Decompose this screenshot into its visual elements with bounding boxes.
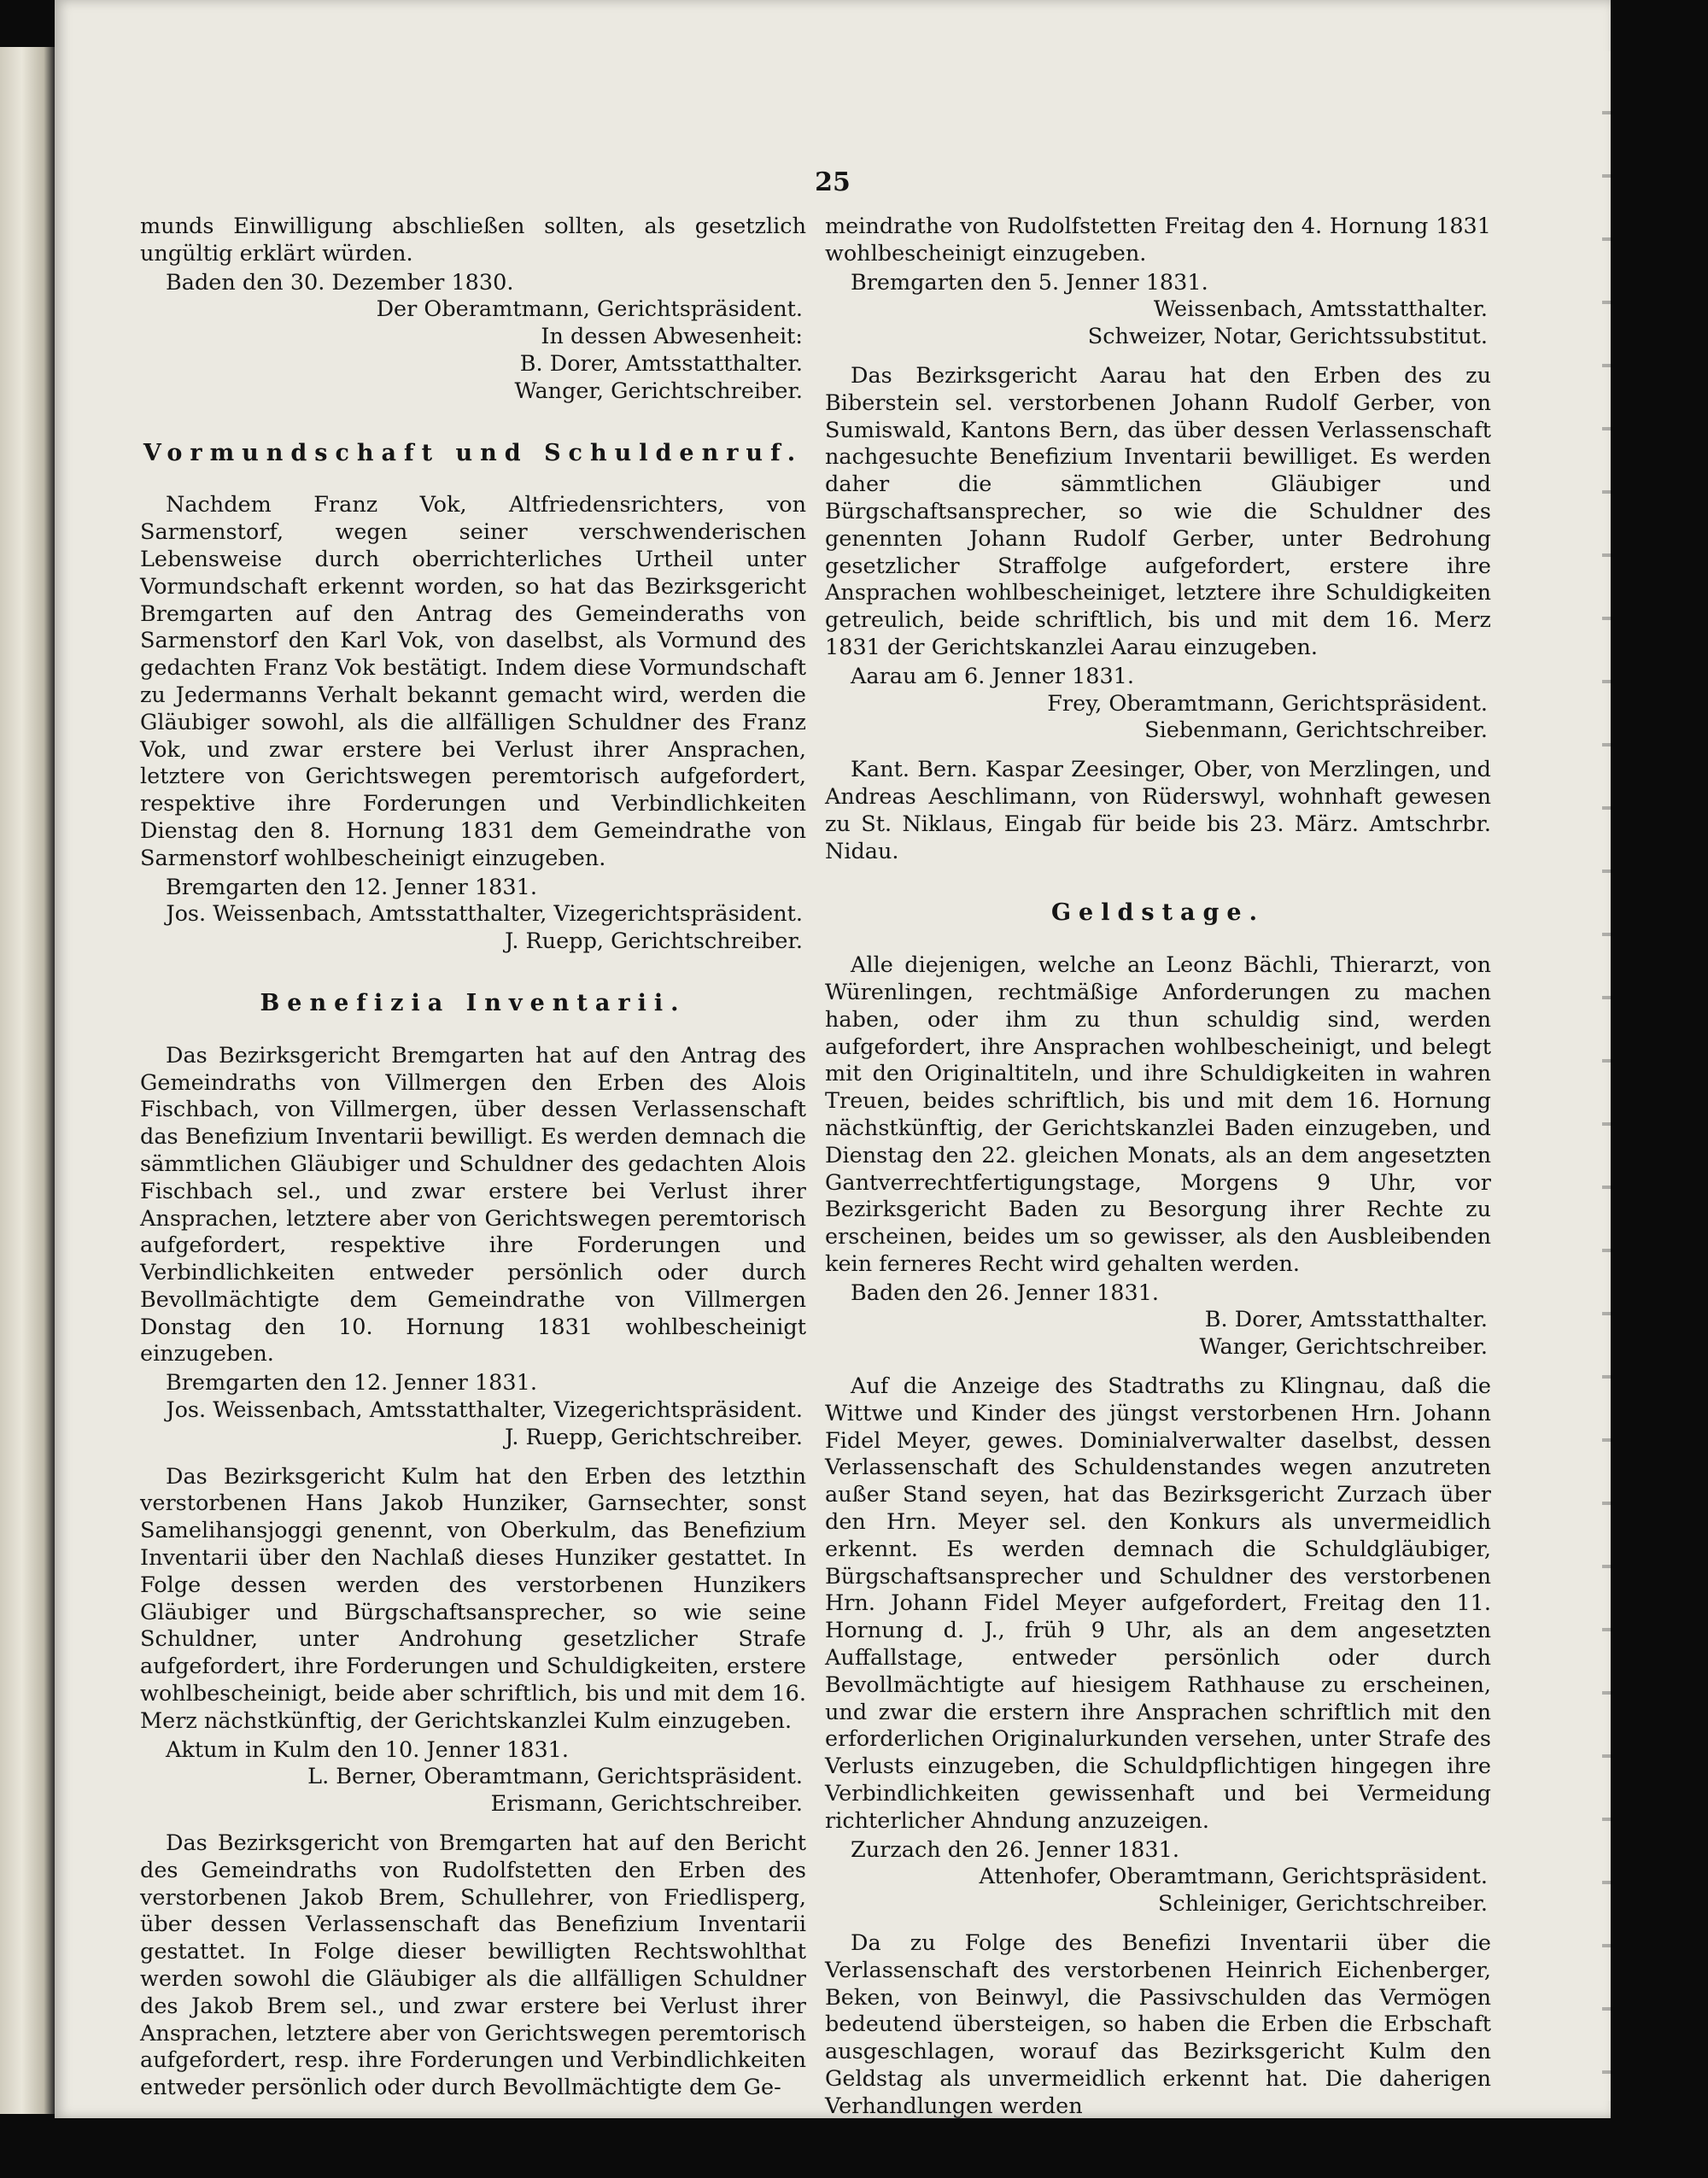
page-number: 25 [815,167,851,197]
notice-brem-signature-1: Weissenbach, Amtsstatthalter. [1153,296,1488,323]
newspaper-page [55,0,1611,2118]
intro-signature-2: In dessen Abwesenheit: [541,324,803,350]
section-title-benefizia: Benefizia Inventarii. [260,989,687,1016]
notice-vok-signature-2: J. Ruepp, Gerichtschreiber. [505,928,803,955]
notice-brem-signature-2: Schweizer, Notar, Gerichtssubstitut. [1087,324,1488,350]
notice-meyer-signature-2: Schleiniger, Gerichtschreiber. [1157,1891,1488,1917]
notice-hunziker-date: Aktum in Kulm den 10. Jenner 1831. [166,1736,570,1763]
notice-brem: Das Bezirksgericht von Bremgarten hat auf den Bericht des Gemeindraths von Rudolfstetten den Erben des verstorbenen Jakob Brem, Schullehrer, von Friedlisperg, über dessen Verlassenschaft das Benefizium Inventarii gestattet. In Folge dieser bewilligten Rechtswohlthat werden sowohl die Gläubiger als die allfälligen Schuldner des Jakob Brem sel., und zwar erstere bei Verlust ihrer Ansprachen, letztere aber von Gerichtswegen peremtorisch aufgefordert, resp. ihre Forderungen und Verbindlichkeiten entweder persönlich oder durch Bevollmächtigte dem Ge- [140,1830,806,2101]
notice-meyer: Auf die Anzeige des Stadtraths zu Klingnau, daß die Wittwe und Kinder des jüngst verstorbenen Hrn. Johann Fidel Meyer, gewes. Dominialverwalter daselbst, dessen Verlassenschaft des Schuldenstandes wegen anzutreten außer Stand seyen, hat das Bezirksgericht Zurzach über den Hrn. Meyer sel. den Konkurs als unvermeidlich erkennt. Es werden demnach die Schuldgläubiger, Bürgschaftsansprecher und Schuldner des verstorbenen Hrn. Johann Fidel Meyer aufgefordert, Freitag den 11. Hornung d. J., früh 9 Uhr, als an dem angesetzten Auffallstage, entweder persönlich oder durch Bevollmächtigte auf hiesigem Rathhause zu erscheinen, und zwar die erstern ihre Ansprachen schriftlich mit den erforderlichen Originalurkunden versehen, unter Strafe des Verlusts einzugeben, die Schuldpflichtigen hingegen ihre Verbindlichkeiten gewissenhaft und bei Vermeidung richterlicher Ahndung anzuzeigen. [825,1373,1491,1834]
notice-gerber-signature-2: Siebenmann, Gerichtschreiber. [1144,717,1488,744]
notice-gerber-signature-1: Frey, Oberamtmann, Gerichtspräsident. [1047,690,1488,717]
notice-gerber: Das Bezirksgericht Aarau hat den Erben des zu Biberstein sel. verstorbenen Johann Rudolf Gerber, von Sumiswald, Kantons Bern, das über dessen Verlassenschaft nachgesuchte Benefizium Inventarii bewilliget. Es werden daher die sämmtlichen Gläubiger und Bürgschaftsansprecher, so wie die Schuldner des genennten Johann Rudolf Gerber, unter Bedrohung gesetzlicher Straffolge aufgefordert, erstere ihre Ansprachen wohlbescheiniget, letztere ihre Schuldigkeiten getreulich, beide schriftlich, bis und mit dem 16. Merz 1831 der Gerichtskanzlei Aarau einzugeben. [825,362,1491,660]
notice-meyer-signature-1: Attenhofer, Oberamtmann, Gerichtspräsident. [979,1864,1488,1890]
notice-hunziker-signature-1: L. Berner, Oberamtmann, Gerichtspräsident. [307,1764,803,1790]
notice-gerber-date: Aarau am 6. Jenner 1831. [851,663,1135,689]
notice-baechli-date: Baden den 26. Jenner 1831. [851,1279,1160,1306]
notice-baechli-signature-1: B. Dorer, Amtsstatthalter. [1204,1307,1488,1333]
notice-fischbach-date: Bremgarten den 12. Jenner 1831. [166,1370,537,1396]
notice-eichenberger: Da zu Folge des Benefizi Inventarii über die Verlassenschaft des verstorbenen Heinrich Eichenberger, Beken, von Beinwyl, die Passivschulden das Vermögen bedeutend übersteigen, so haben die Erben die Erbschaft ausgeschlagen, worauf das Bezirksgericht Kulm den Geldstag als unvermeidlich erkennt hat. Die daherigen Verhandlungen werden [825,1930,1491,2119]
notice-fischbach-signature-2: J. Ruepp, Gerichtschreiber. [505,1424,803,1450]
notice-baechli: Alle diejenigen, welche an Leonz Bächli, Thierarzt, von Würenlingen, rechtmäßige Anforderungen zu machen haben, oder ihm zu thun schuldig sind, werden aufgefordert, ihre Ansprachen wohlbescheinigt, und belegt mit den Originaltiteln, und ihre Schuldigkeiten in wahren Treuen, beides schriftlich, bis und mit dem 16. Hornung nächstkünftig, der Gerichtskanzlei Baden einzugeben, und Dienstag den 22. gleichen Monats, als an dem angesetzten Gantverrechtfertigungstage, Morgens 9 Uhr, vor Bezirksgericht Baden zu Besorgung ihrer Rechte zu erscheinen, beides um so gewisser, als den Ausbleibenden kein ferneres Recht wird gehalten werden. [825,952,1491,1277]
section-title-geldstage: Geldstage. [1051,899,1265,927]
notice-fischbach-signature-1: Jos. Weissenbach, Amtsstatthalter, Vizegerichtspräsident. [166,1397,803,1424]
intro-date: Baden den 30. Dezember 1830. [166,269,514,296]
right-column [825,214,1491,2121]
intro-text: munds Einwilligung abschließen sollten, als gesetzlich ungültig erklärt würden. [140,214,806,266]
notice-bern: Kant. Bern. Kaspar Zeesinger, Ober, von Merzlingen, und Andreas Aeschlimann, von Rüderswyl, wohnhaft gewesen zu St. Niklaus, Eingab für beide bis 23. März. Amtschrbr. Nidau. [825,757,1491,864]
intro-signature-3: B. Dorer, Amtsstatthalter. [519,350,803,377]
notice-vok: Nachdem Franz Vok, Altfriedensrichters, von Sarmenstorf, wegen seiner verschwenderischen Lebensweise durch oberrichterliches Urtheil unter Vormundschaft erkennt worden, so hat das Bezirksgericht Bremgarten auf den Antrag des Gemeinderaths von Sarmenstorf den Karl Vok, von daselbst, als Vormund des gedachten Franz Vok bestätigt. Indem diese Vormundschaft zu Jedermanns Verhalt bekannt gemacht wird, werden die Gläubiger sowohl, als die allfälligen Schuldner des Franz Vok, und zwar erstere bei Verlust ihrer Ansprachen, letztere von Gerichtswegen peremtorisch aufgefordert, respektive ihre Forderungen und Verbindlichkeiten Dienstag den 8. Hornung 1831 dem Gemeindrathe von Sarmenstorf wohlbescheinigt einzugeben. [140,492,806,871]
page-edge [1602,51,1611,2101]
notice-hunziker: Das Bezirksgericht Kulm hat den Erben des letzthin verstorbenen Hans Jakob Hunziker, Garnsechter, sonst Samelihansjoggi genennt, von Oberkulm, das Benefizium Inventarii über den Nachlaß dieses Hunziker gestattet. In Folge dessen werden des verstorbenen Hunzikers Gläubiger und Bürgschaftsansprecher, so wie seine Schuldner, unter Androhung gesetzlicher Strafe aufgefordert, ihre Forderungen und Schuldigkeiten, erstere wohlbescheinigt, beide aber schriftlich, bis und mit dem 16. Merz nächstkünftig, der Gerichtskanzlei Kulm einzugeben. [140,1463,806,1734]
intro-signature-1: Der Oberamtmann, Gerichtspräsident. [376,296,803,323]
notice-brem-continued: meindrathe von Rudolfstetten Freitag den 4. Hornung 1831 wohlbescheinigt einzugeben. [825,214,1491,266]
notice-fischbach: Das Bezirksgericht Bremgarten hat auf den Antrag des Gemeindraths von Villmergen den Erben des Alois Fischbach, von Villmergen, über dessen Verlassenschaft das Benefizium Inventarii bewilligt. Es werden demnach die sämmtlichen Gläubiger und Schuldner des gedachten Alois Fischbach sel., und zwar erstere bei Verlust ihrer Ansprachen, letztere aber von Gerichtswegen peremtorisch aufgefordert, respektive ihre Forderungen und Verbindlichkeiten entweder persönlich oder durch Bevollmächtigte dem Gemeindrathe von Villmergen Donstag den 10. Hornung 1831 wohlbescheinigt einzugeben. [140,1042,806,1367]
left-column [140,214,806,2102]
intro-signature-4: Wanger, Gerichtschreiber. [514,378,803,404]
notice-baechli-signature-2: Wanger, Gerichtschreiber. [1199,1334,1488,1361]
section-title-vormundschaft: Vormundschaft und Schuldenruf. [143,439,804,466]
notice-meyer-date: Zurzach den 26. Jenner 1831. [851,1836,1179,1863]
notice-vok-signature-1: Jos. Weissenbach, Amtsstatthalter, Vizegerichtspräsident. [166,901,803,928]
notice-hunziker-signature-2: Erismann, Gerichtschreiber. [490,1791,803,1818]
book-spine [0,47,56,2114]
notice-brem-date: Bremgarten den 5. Jenner 1831. [851,269,1208,296]
notice-vok-date: Bremgarten den 12. Jenner 1831. [166,874,537,900]
